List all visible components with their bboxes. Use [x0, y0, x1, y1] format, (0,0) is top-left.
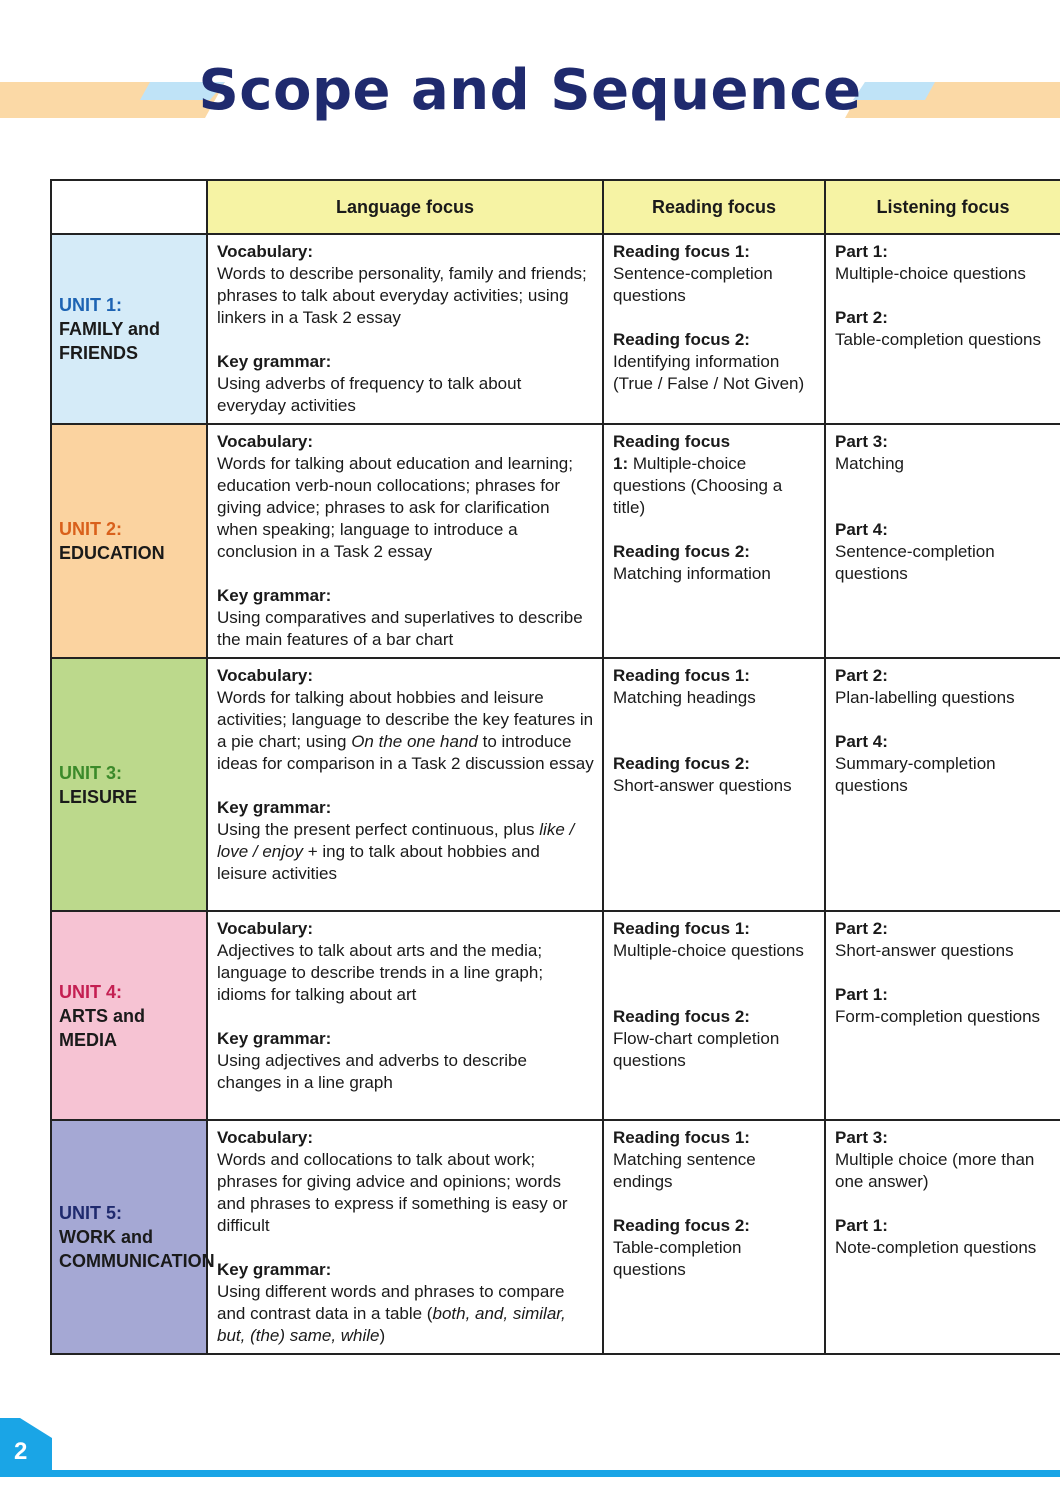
unit-2-cell: [51, 424, 207, 658]
listening-part-text: Short-answer questions: [835, 941, 1014, 960]
header-language-focus: Language focus: [207, 180, 603, 234]
language-focus-cell: [207, 911, 603, 1120]
vocabulary-text: [217, 687, 594, 775]
reading-focus-1-text: [613, 453, 816, 519]
key-grammar-text-part: + ing to talk about hobbies and leisure activities: [217, 842, 540, 883]
listening-part-text: Form-completion questions: [835, 1007, 1041, 1026]
listening-part-text: Multiple choice (more than one answer): [835, 1150, 1035, 1191]
listening-part-label: Part 3:: [835, 432, 888, 451]
reading-focus-1-number: 1:: [613, 454, 629, 473]
reading-focus-2-label: Reading focus 2:: [613, 754, 750, 773]
unit-name: EDUCATION: [59, 543, 165, 563]
table-row-unit-1: [51, 234, 1060, 424]
reading-focus-1-text: Multiple-choice questions: [613, 941, 804, 960]
key-grammar-text-part: Using the present perfect continuous, plus: [217, 820, 535, 839]
listening-part-text: Matching: [835, 454, 904, 473]
reading-focus-1-label: Reading focus 1:: [613, 666, 750, 685]
listening-part-text: Plan-labelling questions: [835, 688, 1015, 707]
unit-name: WORK and: [59, 1227, 153, 1247]
unit-number: UNIT 1:: [59, 295, 122, 315]
reading-focus-2-label: Reading focus 2:: [613, 542, 750, 561]
unit-number: UNIT 3:: [59, 762, 122, 783]
reading-focus-2-label: Reading focus 2:: [613, 1007, 750, 1026]
listening-part-text: Multiple-choice questions: [835, 264, 1026, 283]
vocabulary-text: Words for talking about education and learning; education verb-noun collocations; phrases for giving advice; phrases to ask for clarification when speaking; language to introduce a conclusion in a Task 2 essay: [217, 454, 573, 561]
vocabulary-label: Vocabulary:: [217, 242, 314, 261]
listening-part-label: Part 4:: [835, 520, 888, 539]
reading-focus-1-label: Reading focus 1:: [613, 1128, 750, 1147]
table-header-row: [51, 180, 1060, 234]
key-grammar-text-part: ): [379, 1326, 386, 1345]
key-grammar-text-italic: both, and, similar, but, (the) same, while: [217, 1304, 566, 1345]
scope-and-sequence-table: [50, 179, 1060, 1355]
key-grammar-text: [217, 1281, 594, 1347]
reading-focus-1-label: Reading focus 1:: [613, 242, 750, 261]
reading-focus-cell: [603, 1120, 825, 1354]
page-number: 2: [14, 1438, 28, 1465]
key-grammar-text: Using adverbs of frequency to talk about everyday activities: [217, 374, 522, 415]
unit-name: FRIENDS: [59, 343, 139, 363]
listening-part-label: Part 1:: [835, 242, 888, 261]
key-grammar-label: Key grammar:: [217, 352, 332, 371]
header-corner-cell: [51, 180, 207, 234]
reading-focus-cell: [603, 911, 825, 1120]
key-grammar-text: Using adjectives and adverbs to describe changes in a line graph: [217, 1051, 527, 1092]
unit-number: UNIT 4:: [59, 981, 122, 1002]
vocabulary-text-part: Words for talking about hobbies and leisure activities; language to describe the key features in a pie chart; using: [217, 688, 594, 751]
reading-focus-cell: [603, 234, 825, 424]
key-grammar-text: Using comparatives and superlatives to describe the main features of a bar chart: [217, 608, 583, 649]
language-focus-cell: [207, 658, 603, 911]
header-reading-focus: Reading focus: [603, 180, 825, 234]
unit-number: UNIT 5:: [59, 1203, 122, 1223]
listening-focus-cell: [825, 911, 1060, 1120]
listening-focus-cell: [825, 658, 1060, 911]
reading-focus-cell: [603, 658, 825, 911]
listening-part-label: Part 4:: [835, 732, 888, 751]
reading-focus-2-text: Flow-chart completion questions: [613, 1029, 780, 1070]
listening-part-text: Sentence-completion questions: [835, 542, 995, 583]
table-row-unit-2: [51, 424, 1060, 658]
key-grammar-text: [217, 819, 594, 885]
unit-name: LEISURE: [59, 786, 138, 807]
reading-focus-2-text: Table-completion questions: [613, 1238, 742, 1279]
reading-focus-1-text: Matching headings: [613, 688, 756, 707]
unit-3-cell: [51, 658, 207, 911]
listening-part-label: Part 2:: [835, 919, 888, 938]
footer-rule: [0, 1470, 1060, 1477]
listening-part-label: Part 2:: [835, 308, 888, 327]
vocabulary-text-part: to introduce ideas for comparison in a Task 2 discussion essay: [217, 732, 594, 773]
reading-focus-1-label: Reading focus: [613, 432, 731, 451]
listening-part-label: Part 3:: [835, 1128, 888, 1147]
key-grammar-text-italic: like / love / enjoy: [217, 820, 575, 861]
reading-focus-1-text: Sentence-completion questions: [613, 264, 773, 305]
reading-focus-2-text: Short-answer questions: [613, 776, 792, 795]
vocabulary-label: Vocabulary:: [217, 1128, 314, 1147]
reading-focus-2-text: Identifying information (True / False / Not Given): [613, 352, 805, 393]
reading-focus-1-text: Matching sentence endings: [613, 1150, 756, 1191]
listening-part-label: Part 1:: [835, 985, 888, 1004]
unit-4-cell: [51, 911, 207, 1120]
table-row-unit-5: [51, 1120, 1060, 1354]
key-grammar-label: Key grammar:: [217, 798, 332, 817]
listening-part-label: Part 2:: [835, 666, 888, 685]
page-title: Scope and Sequence: [198, 58, 862, 123]
unit-number: UNIT 2:: [59, 519, 122, 539]
key-grammar-label: Key grammar:: [217, 586, 332, 605]
vocabulary-label: Vocabulary:: [217, 666, 314, 685]
unit-name: FAMILY and: [59, 319, 161, 339]
unit-name: COMMUNICATION: [59, 1251, 215, 1271]
unit-1-cell: [51, 234, 207, 424]
reading-focus-1-label: Reading focus 1:: [613, 919, 750, 938]
table-row-unit-4: [51, 911, 1060, 1120]
reading-focus-2-label: Reading focus 2:: [613, 330, 750, 349]
reading-focus-1-body: Multiple-choice questions (Choosing a title): [613, 454, 783, 517]
listening-focus-cell: [825, 424, 1060, 658]
key-grammar-label: Key grammar:: [217, 1029, 332, 1048]
vocabulary-text: Words to describe personality, family and friends; phrases to talk about everyday activities; using linkers in a Task 2 essay: [217, 264, 587, 327]
key-grammar-label: Key grammar:: [217, 1260, 332, 1279]
listening-part-text: Note-completion questions: [835, 1238, 1037, 1257]
listening-focus-cell: [825, 234, 1060, 424]
reading-focus-2-label: Reading focus 2:: [613, 1216, 750, 1235]
listening-part-text: Table-completion questions: [835, 330, 1042, 349]
vocabulary-text: Adjectives to talk about arts and the media; language to describe trends in a line graph; idioms for talking about art: [217, 941, 544, 1004]
table-row-unit-3: [51, 658, 1060, 911]
reading-focus-2-text: Matching information: [613, 564, 771, 583]
unit-name: ARTS and MEDIA: [59, 1005, 146, 1050]
vocabulary-label: Vocabulary:: [217, 919, 314, 938]
language-focus-cell: [207, 234, 603, 424]
listening-focus-cell: [825, 1120, 1060, 1354]
vocabulary-label: Vocabulary:: [217, 432, 314, 451]
language-focus-cell: [207, 1120, 603, 1354]
reading-focus-cell: [603, 424, 825, 658]
key-grammar-text-part: Using different words and phrases to compare and contrast data in a table (: [217, 1282, 565, 1323]
vocabulary-text-italic: On the one hand: [351, 732, 478, 751]
language-focus-cell: [207, 424, 603, 658]
listening-part-text: Summary-completion questions: [835, 754, 996, 795]
header-listening-focus: Listening focus: [825, 180, 1060, 234]
unit-5-cell: [51, 1120, 215, 1354]
listening-part-label: Part 1:: [835, 1216, 888, 1235]
vocabulary-text: Words and collocations to talk about work; phrases for giving advice and opinions; words and phrases to express if something is easy or difficult: [217, 1150, 568, 1235]
